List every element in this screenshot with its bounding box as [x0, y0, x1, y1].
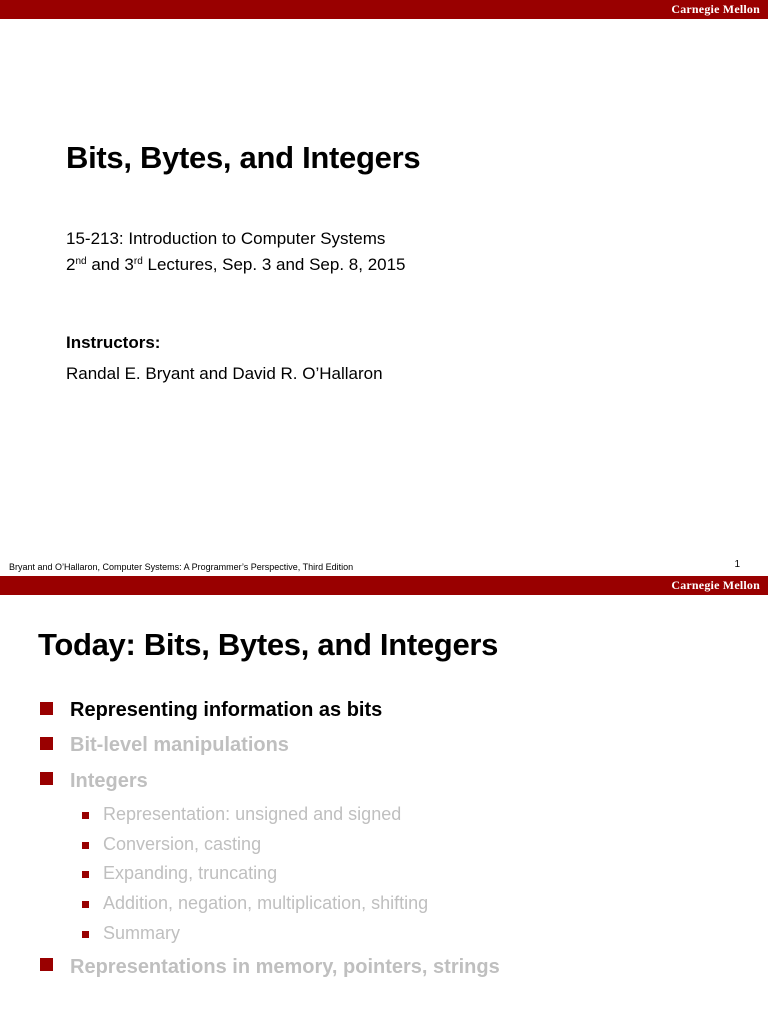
lecture-number-1: 2	[66, 255, 76, 274]
sub-bullet-square-icon	[82, 871, 89, 878]
ordinal-suffix-1: nd	[75, 256, 87, 267]
bullet-square-icon	[40, 702, 53, 715]
course-name: 15-213: Introduction to Computer Systems	[66, 229, 386, 248]
instructors-label: Instructors:	[66, 333, 161, 352]
bullet-item: Representing information as bits	[70, 699, 383, 721]
sub-bullet-item: Summary	[103, 923, 181, 943]
sub-bullet-item: Expanding, truncating	[103, 863, 278, 883]
sub-bullet-square-icon	[82, 901, 89, 908]
brand-label: Carnegie Mellon	[671, 578, 760, 592]
slide-title: Bits, Bytes, and Integers	[66, 140, 421, 175]
bullet-square-icon	[40, 772, 53, 785]
bullet-item: Bit-level manipulations	[70, 734, 289, 756]
sub-bullet-item: Conversion, casting	[103, 834, 262, 854]
lecture-dates: Lectures, Sep. 3 and Sep. 8, 2015	[142, 255, 406, 274]
slide-title: Today: Bits, Bytes, and Integers	[38, 627, 499, 662]
bullet-square-icon	[40, 737, 53, 750]
sub-bullet-square-icon	[82, 931, 89, 938]
brand-label: Carnegie Mellon	[671, 2, 760, 16]
header-bar	[0, 576, 768, 595]
sub-bullet-item: Representation: unsigned and signed	[103, 804, 402, 824]
bullet-item: Integers	[70, 770, 148, 792]
sub-bullet-square-icon	[82, 812, 89, 819]
agenda-slide	[0, 576, 768, 1024]
bullet-item: Representations in memory, pointers, strings	[70, 956, 500, 978]
lecture-info	[66, 255, 406, 275]
ordinal-suffix-2: rd	[133, 256, 143, 267]
header-bar	[0, 0, 768, 19]
sub-bullet-square-icon	[82, 842, 89, 849]
instructors-names: Randal E. Bryant and David R. O’Hallaron	[66, 364, 383, 383]
page-number: 1	[734, 559, 740, 570]
bullet-square-icon	[40, 958, 53, 971]
slide-footer: Bryant and O’Hallaron, Computer Systems: A Programmer’s Perspective, Third Edition	[9, 562, 354, 572]
sub-bullet-item: Addition, negation, multiplication, shifting	[103, 893, 429, 913]
lecture-number-2: and 3	[86, 255, 134, 274]
